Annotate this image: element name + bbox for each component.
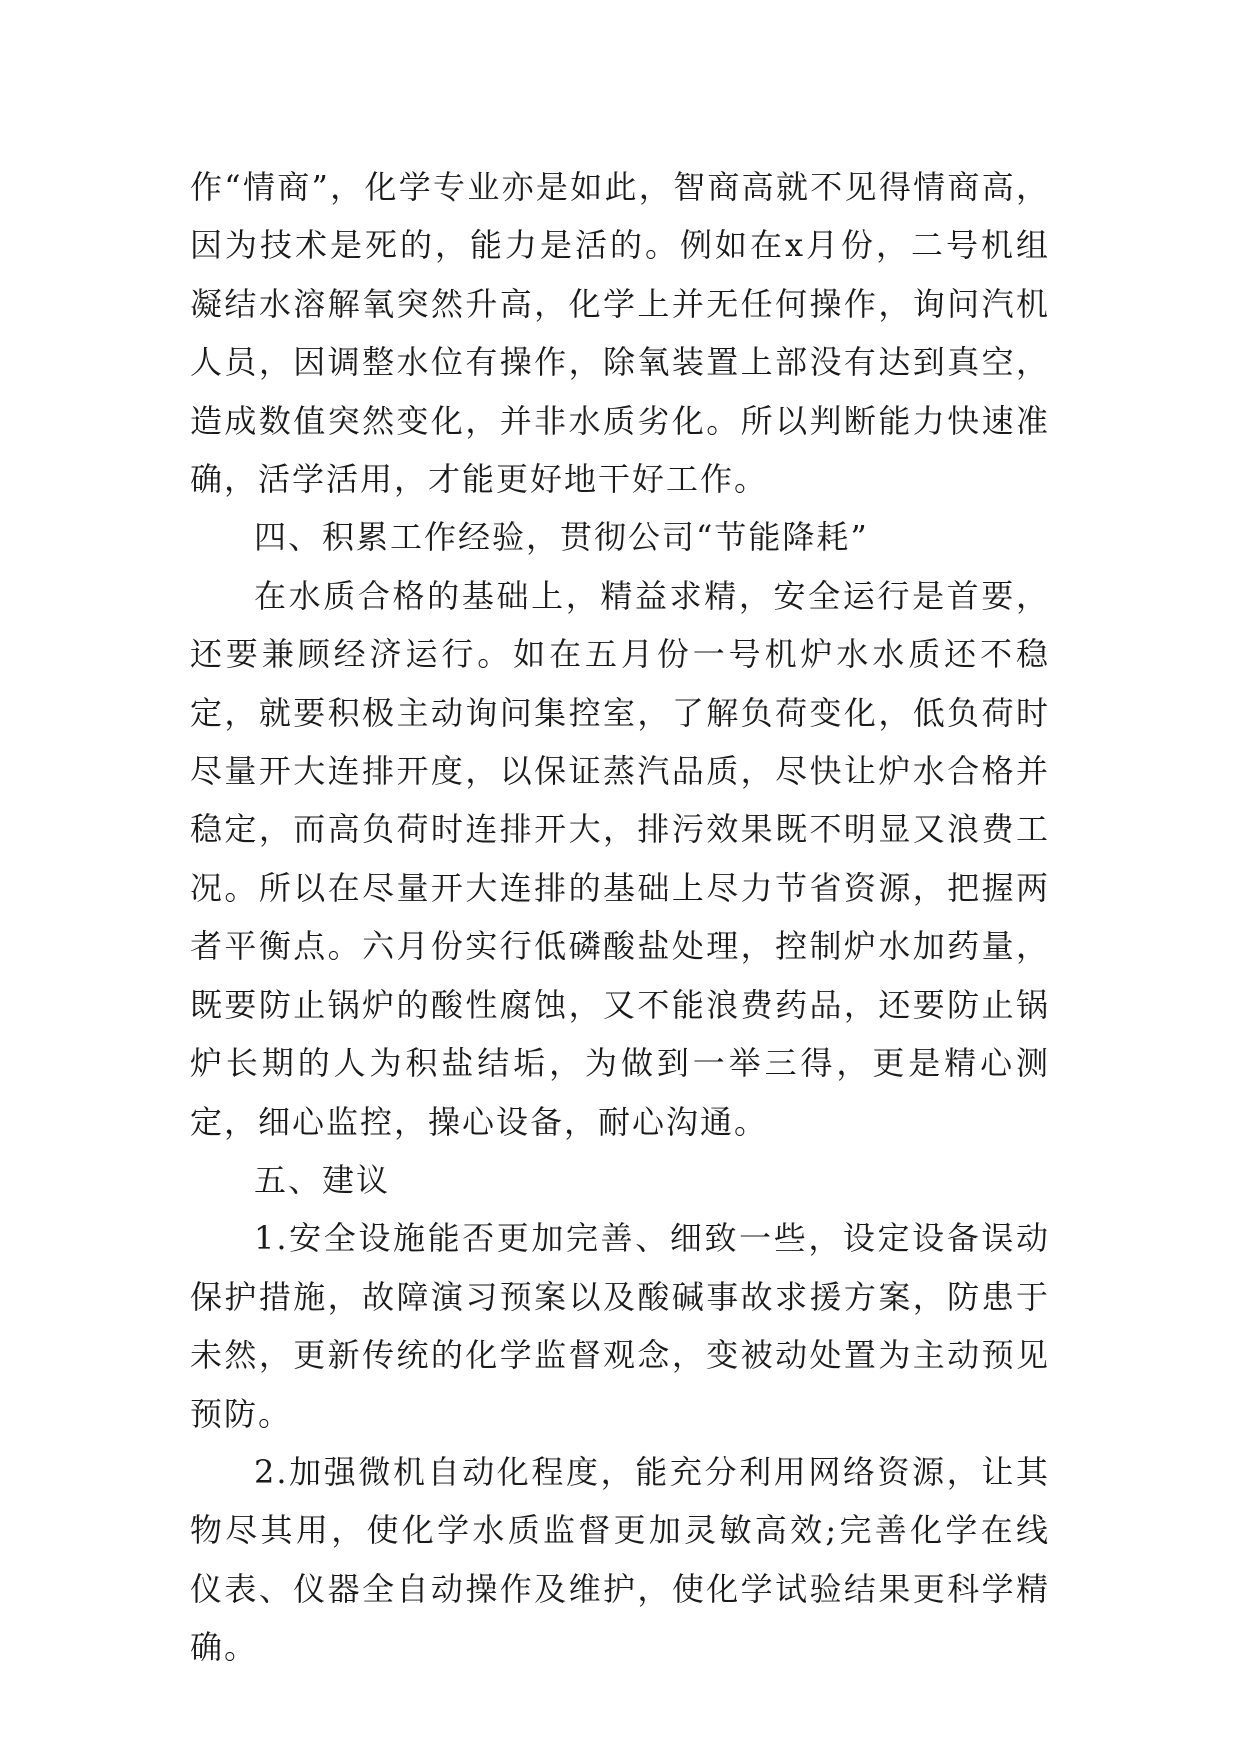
paragraph-continuation: 作“情商”，化学专业亦是如此，智商高就不见得情商高，因为技术是死的，能力是活的。例如在x月份，二号机组凝结水溶解氧突然升高，化学上并无任何操作，询问汽机人员，因调整水位有操作，除氧装置上部没有达到真空，造成数值突然变化，并非水质劣化。所以判断能力快速准确，活学活用，才能更好地干好工作。 [190, 168, 1050, 499]
section-heading-4: 四、积累工作经验，贯彻公司“节能降耗” [254, 518, 869, 557]
suggestion-item-1: 1.安全设施能否更加完善、细致一些，设定设备误动保护措施，故障演习预案以及酸碱事故求援方案，防患于未然，更新传统的化学监督观念，变被动处置为主动预见预防。 [190, 1219, 1050, 1433]
paragraph-energy-saving: 在水质合格的基础上，精益求精，安全运行是首要，还要兼顾经济运行。如在五月份一号机炉水水质还不稳定，就要积极主动询问集控室，了解负荷变化，低负荷时尽量开大连排开度，以保证蒸汽品质，尽快让炉水合格并稳定，而高负荷时连排开大，排污效果既不明显又浪费工况。所以在尽量开大连排的基础上尽力节省资源，把握两者平衡点。六月份实行低磷酸盐处理，控制炉水加药量，既要防止锅炉的酸性腐蚀，又不能浪费药品，还要防止锅炉长期的人为积盐结垢，为做到一举三得，更是精心测定，细心监控，操心设备，耐心沟通。 [190, 576, 1050, 1141]
document-body [190, 158, 1050, 1677]
section-heading-5: 五、建议 [254, 1160, 391, 1199]
suggestion-item-2: 2.加强微机自动化程度，能充分利用网络资源，让其物尽其用，使化学水质监督更加灵敏高效;完善化学在线仪表、仪器全自动操作及维护，使化学试验结果更科学精确。 [190, 1452, 1050, 1667]
